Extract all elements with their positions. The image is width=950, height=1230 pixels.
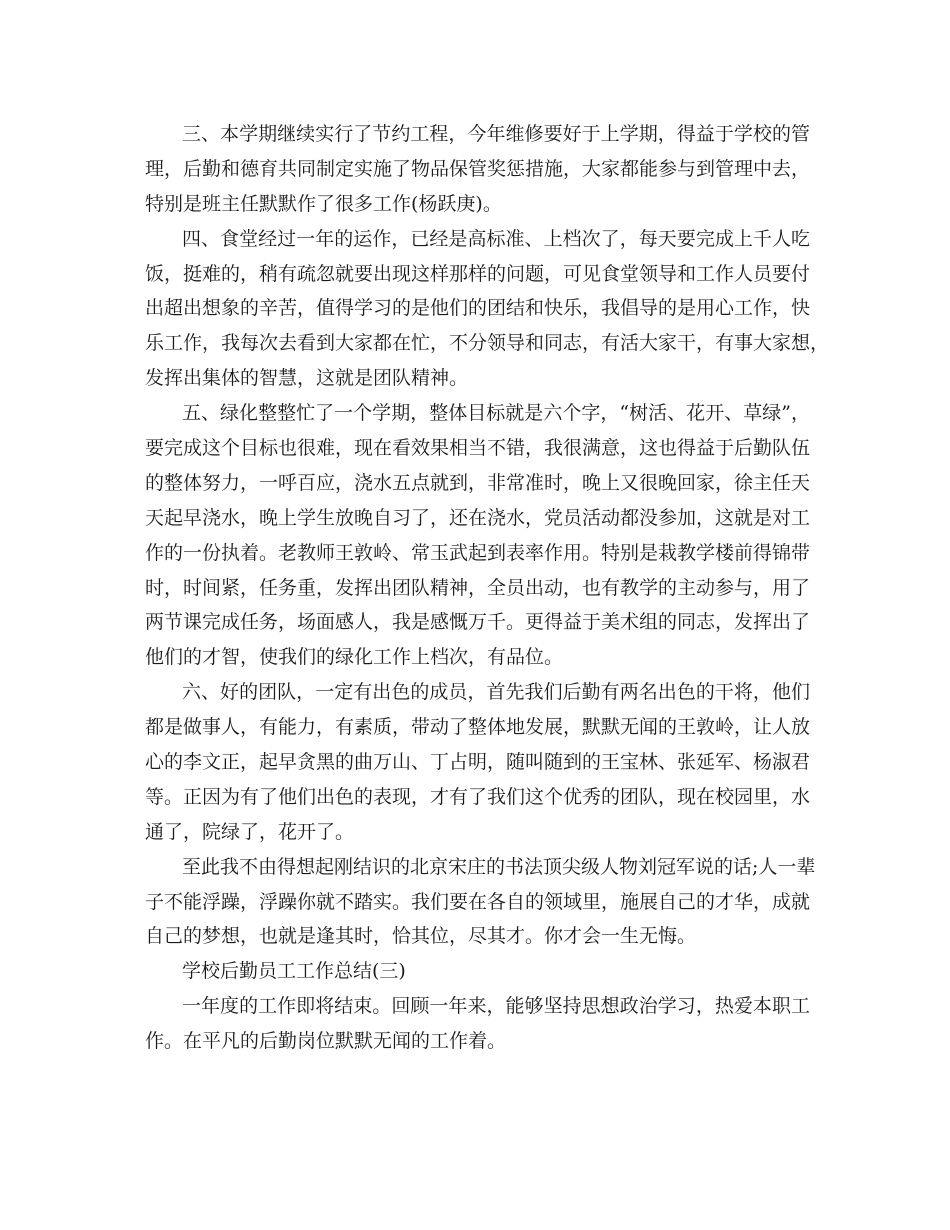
paragraph-4-line: 饭，挺难的，稍有疏忽就要出现这样那样的问题，可见食堂领导和工作人员要付: [145, 262, 811, 285]
closing-paragraph-line: 作。在平凡的后勤岗位默默无闻的工作着。: [145, 1030, 507, 1053]
paragraph-3-line: 三、本学期继续实行了节约工程，今年维修要好于上学期，得益于学校的管: [182, 123, 810, 145]
reflection-paragraph-line: 至此我不由得想起刚结识的北京宋庄的书法顶尖级人物刘冠军说的话;人一辈: [182, 855, 816, 878]
paragraph-5-line: 五、绿化整整忙了一个学期，整体目标就是六个字，“树活、花开、草绿”，: [182, 402, 810, 425]
paragraph-5-line: 他们的才智，使我们的绿化工作上档次，有品位。: [145, 646, 564, 669]
paragraph-6-line: 通了，院绿了，花开了。: [145, 820, 355, 843]
paragraph-5-line: 两节课完成任务，场面感人，我是感慨万千。更得益于美术组的同志，发挥出了: [145, 611, 811, 634]
paragraph-5-line: 天起早浇水，晚上学生放晚自习了，还在浇水，党员活动都没参加，这就是对工: [145, 506, 811, 529]
reflection-paragraph-line: 自己的梦想，也就是逢其时，恰其位，尽其才。你才会一生无悔。: [145, 925, 697, 948]
paragraph-6-line: 心的李文正，起早贪黑的曲万山、丁占明，随叫随到的王宝林、张延军、杨淑君: [145, 751, 811, 774]
paragraph-6-line: 六、好的团队，一定有出色的成员，首先我们后勤有两名出色的干将，他们: [182, 681, 810, 704]
document-body: [145, 117, 830, 1059]
paragraph-4-line: 出超出想象的辛苦，值得学习的是他们的团结和快乐，我倡导的是用心工作，快: [145, 297, 811, 320]
paragraph-6-line: 等。正因为有了他们出色的表现，才有了我们这个优秀的团队，现在校园里，水: [145, 785, 811, 808]
paragraph-5-line: 作的一份执着。老教师王敦岭、常玉武起到表率作用。特别是栽教学楼前得锦带: [145, 541, 811, 564]
reflection-paragraph-line: 子不能浮躁，浮躁你就不踏实。我们要在各自的领域里，施展自己的才华，成就: [145, 890, 811, 913]
closing-paragraph-line: 一年度的工作即将结束。回顾一年来，能够坚持思想政治学习，热爱本职工: [182, 995, 810, 1018]
paragraph-5-line: 的整体努力，一呼百应，浇水五点就到，非常准时，晚上又很晚回家，徐主任天: [145, 471, 811, 494]
paragraph-3-line: 理，后勤和德育共同制定实施了物品保管奖惩措施，大家都能参与到管理中去，: [145, 157, 811, 180]
paragraph-3-line: 特别是班主任默默作了很多工作(杨跃庚)。: [145, 192, 502, 215]
section-heading: 学校后勤员工工作总结(三): [182, 960, 406, 983]
paragraph-4-line: 乐工作，我每次去看到大家都在忙，不分领导和同志，有活大家干，有事大家想，: [145, 332, 830, 355]
paragraph-4-line: 四、食堂经过一年的运作，已经是高标准、上档次了，每天要完成上千人吃: [182, 227, 810, 250]
paragraph-5-line: 时，时间紧，任务重，发挥出团队精神，全员出动，也有教学的主动参与，用了: [145, 576, 811, 599]
paragraph-5-line: 要完成这个目标也很难，现在看效果相当不错，我很满意，这也得益于后勤队伍: [145, 437, 811, 460]
paragraph-6-line: 都是做事人，有能力，有素质，带动了整体地发展，默默无闻的王敦岭，让人放: [145, 716, 811, 739]
paragraph-4-line: 发挥出集体的智慧，这就是团队精神。: [145, 367, 469, 390]
